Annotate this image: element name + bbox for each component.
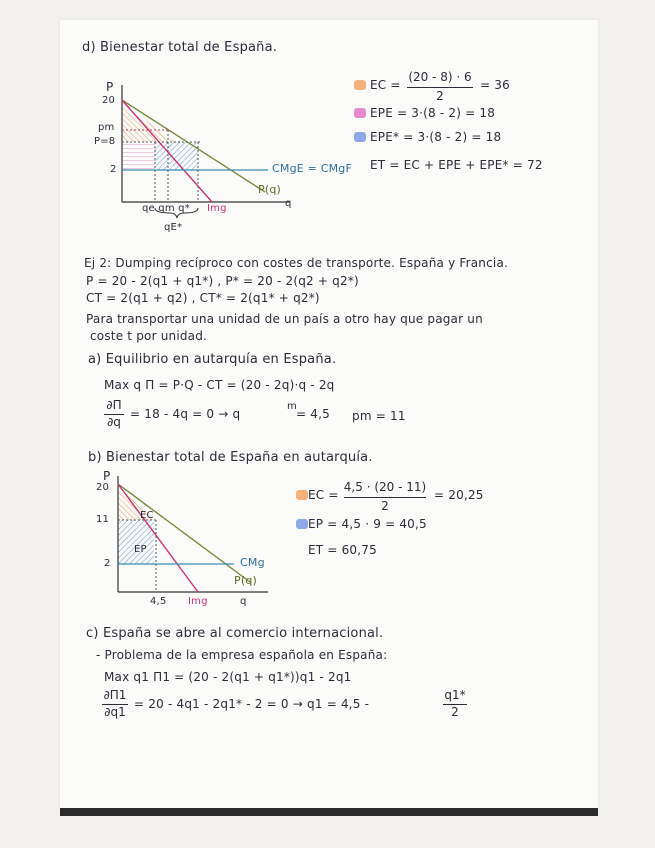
page-bottom-edge [60, 808, 598, 816]
b-ec-result: = 20,25 [434, 488, 484, 502]
exercise-title: Ej 2: Dumping recíproco con costes de transporte. España y Francia. [84, 256, 509, 270]
exercise-line3: Para transportar una unidad de un país a otro hay que pagar un [86, 312, 483, 326]
exercise-line2: CT = 2(q1 + q2) , CT* = 2(q1* + q2*) [86, 291, 320, 305]
exercise-line1: P = 20 - 2(q1 + q1*) , P* = 20 - 2(q2 + q2*) [86, 274, 359, 288]
ec-highlight-mark [354, 80, 366, 90]
region-epe [122, 142, 155, 170]
graph-b-img-label: Img [188, 596, 208, 607]
b-et-eq: ET = 60,75 [308, 543, 377, 557]
graph-d-tick-pm: pm [98, 122, 115, 133]
graph-d-p-axis: P [106, 80, 114, 94]
section-d-heading: d) Bienestar total de España. [82, 40, 278, 55]
epe-star-highlight-mark [354, 132, 366, 142]
section-b-heading: b) Bienestar total de España en autarquía. [88, 450, 373, 465]
a-deriv-rest: = 18 - 4q = 0 → q [130, 407, 241, 421]
a-deriv-num: ∂Π [106, 398, 122, 412]
graph-d-tick-20: 20 [102, 95, 116, 106]
d-ec-num: (20 - 8) · 6 [408, 70, 472, 84]
graph-b-tick-11: 11 [96, 514, 110, 525]
graph-b-ec-region: EC [140, 510, 154, 521]
graph-b-tick-2: 2 [104, 558, 111, 569]
a-qm-sup: m [287, 401, 297, 412]
c-deriv-num: ∂Π1 [103, 688, 127, 702]
a-qm-val: = 4,5 [296, 407, 330, 421]
section-a-heading: a) Equilibrio en autarquía en España. [88, 352, 337, 367]
b-ep-highlight-mark [296, 519, 308, 529]
b-ec-highlight-mark [296, 490, 308, 500]
d-ec-result: = 36 [480, 78, 510, 92]
c-deriv-rest: = 20 - 4q1 - 2q1* - 2 = 0 → q1 = 4,5 - [134, 697, 370, 711]
region-ep-b [118, 520, 154, 564]
c-frac-num: q1* [444, 688, 466, 702]
d-et-eq: ET = EC + EPE + EPE* = 72 [370, 158, 543, 172]
epe-highlight-mark [354, 108, 366, 118]
region-epe-star [155, 142, 198, 170]
graph-d-qe-star: qE* [164, 222, 183, 233]
d-epe-star-eq: EPE* = 3·(8 - 2) = 18 [370, 130, 502, 144]
graph-d-tick-2: 2 [110, 164, 117, 175]
graph-b-q-axis: q [240, 596, 247, 607]
graph-b-demand-label: P(q) [234, 574, 257, 587]
c-deriv-den: ∂q1 [104, 705, 126, 719]
a-pm-val: pm = 11 [352, 409, 406, 423]
b-ep-eq: EP = 4,5 · 9 = 40,5 [308, 517, 427, 531]
c-line1: - Problema de la empresa española en España: [96, 648, 388, 662]
graph-b-p-axis: P [103, 469, 111, 483]
graph-d-q-axis: q [285, 198, 292, 209]
b-ec-num: 4,5 · (20 - 11) [343, 480, 427, 494]
graph-d-cmg-label: CMgE = CMgF [272, 162, 352, 175]
graph-b-ep-region: EP [134, 544, 147, 555]
b-ec-frac-line [344, 497, 426, 498]
b-ec-eq: EC = [308, 488, 339, 502]
graph-d-img-label: Img [207, 203, 227, 214]
graph-b-cmg-label: CMg [240, 556, 265, 569]
graph-b-q-tick: 4,5 [150, 596, 167, 607]
graph-d-tick-p8: P=8 [94, 136, 116, 147]
exercise-line4: coste t por unidad. [90, 329, 208, 343]
graph-b-tick-20: 20 [96, 482, 110, 493]
graph-d [100, 80, 300, 230]
graph-b [100, 474, 290, 604]
a-max-line: Max q Π = P·Q - CT = (20 - 2q)·q - 2q [104, 378, 335, 392]
d-epe-eq: EPE = 3·(8 - 2) = 18 [370, 106, 496, 120]
d-ec-eq: EC = [370, 78, 401, 92]
graph-d-demand-label: P(q) [258, 183, 281, 196]
d-ec-frac-line [407, 87, 473, 88]
graph-d-q-labels: qe qm q* [142, 203, 190, 214]
c-frac-den: 2 [451, 705, 459, 719]
d-ec-den: 2 [436, 89, 444, 103]
a-deriv-den: ∂q [107, 415, 121, 429]
c-max-line: Max q1 Π1 = (20 - 2(q1 + q1*))q1 - 2q1 [104, 670, 352, 684]
section-c-heading: c) España se abre al comercio internacional. [86, 626, 384, 641]
b-ec-den: 2 [381, 499, 389, 513]
